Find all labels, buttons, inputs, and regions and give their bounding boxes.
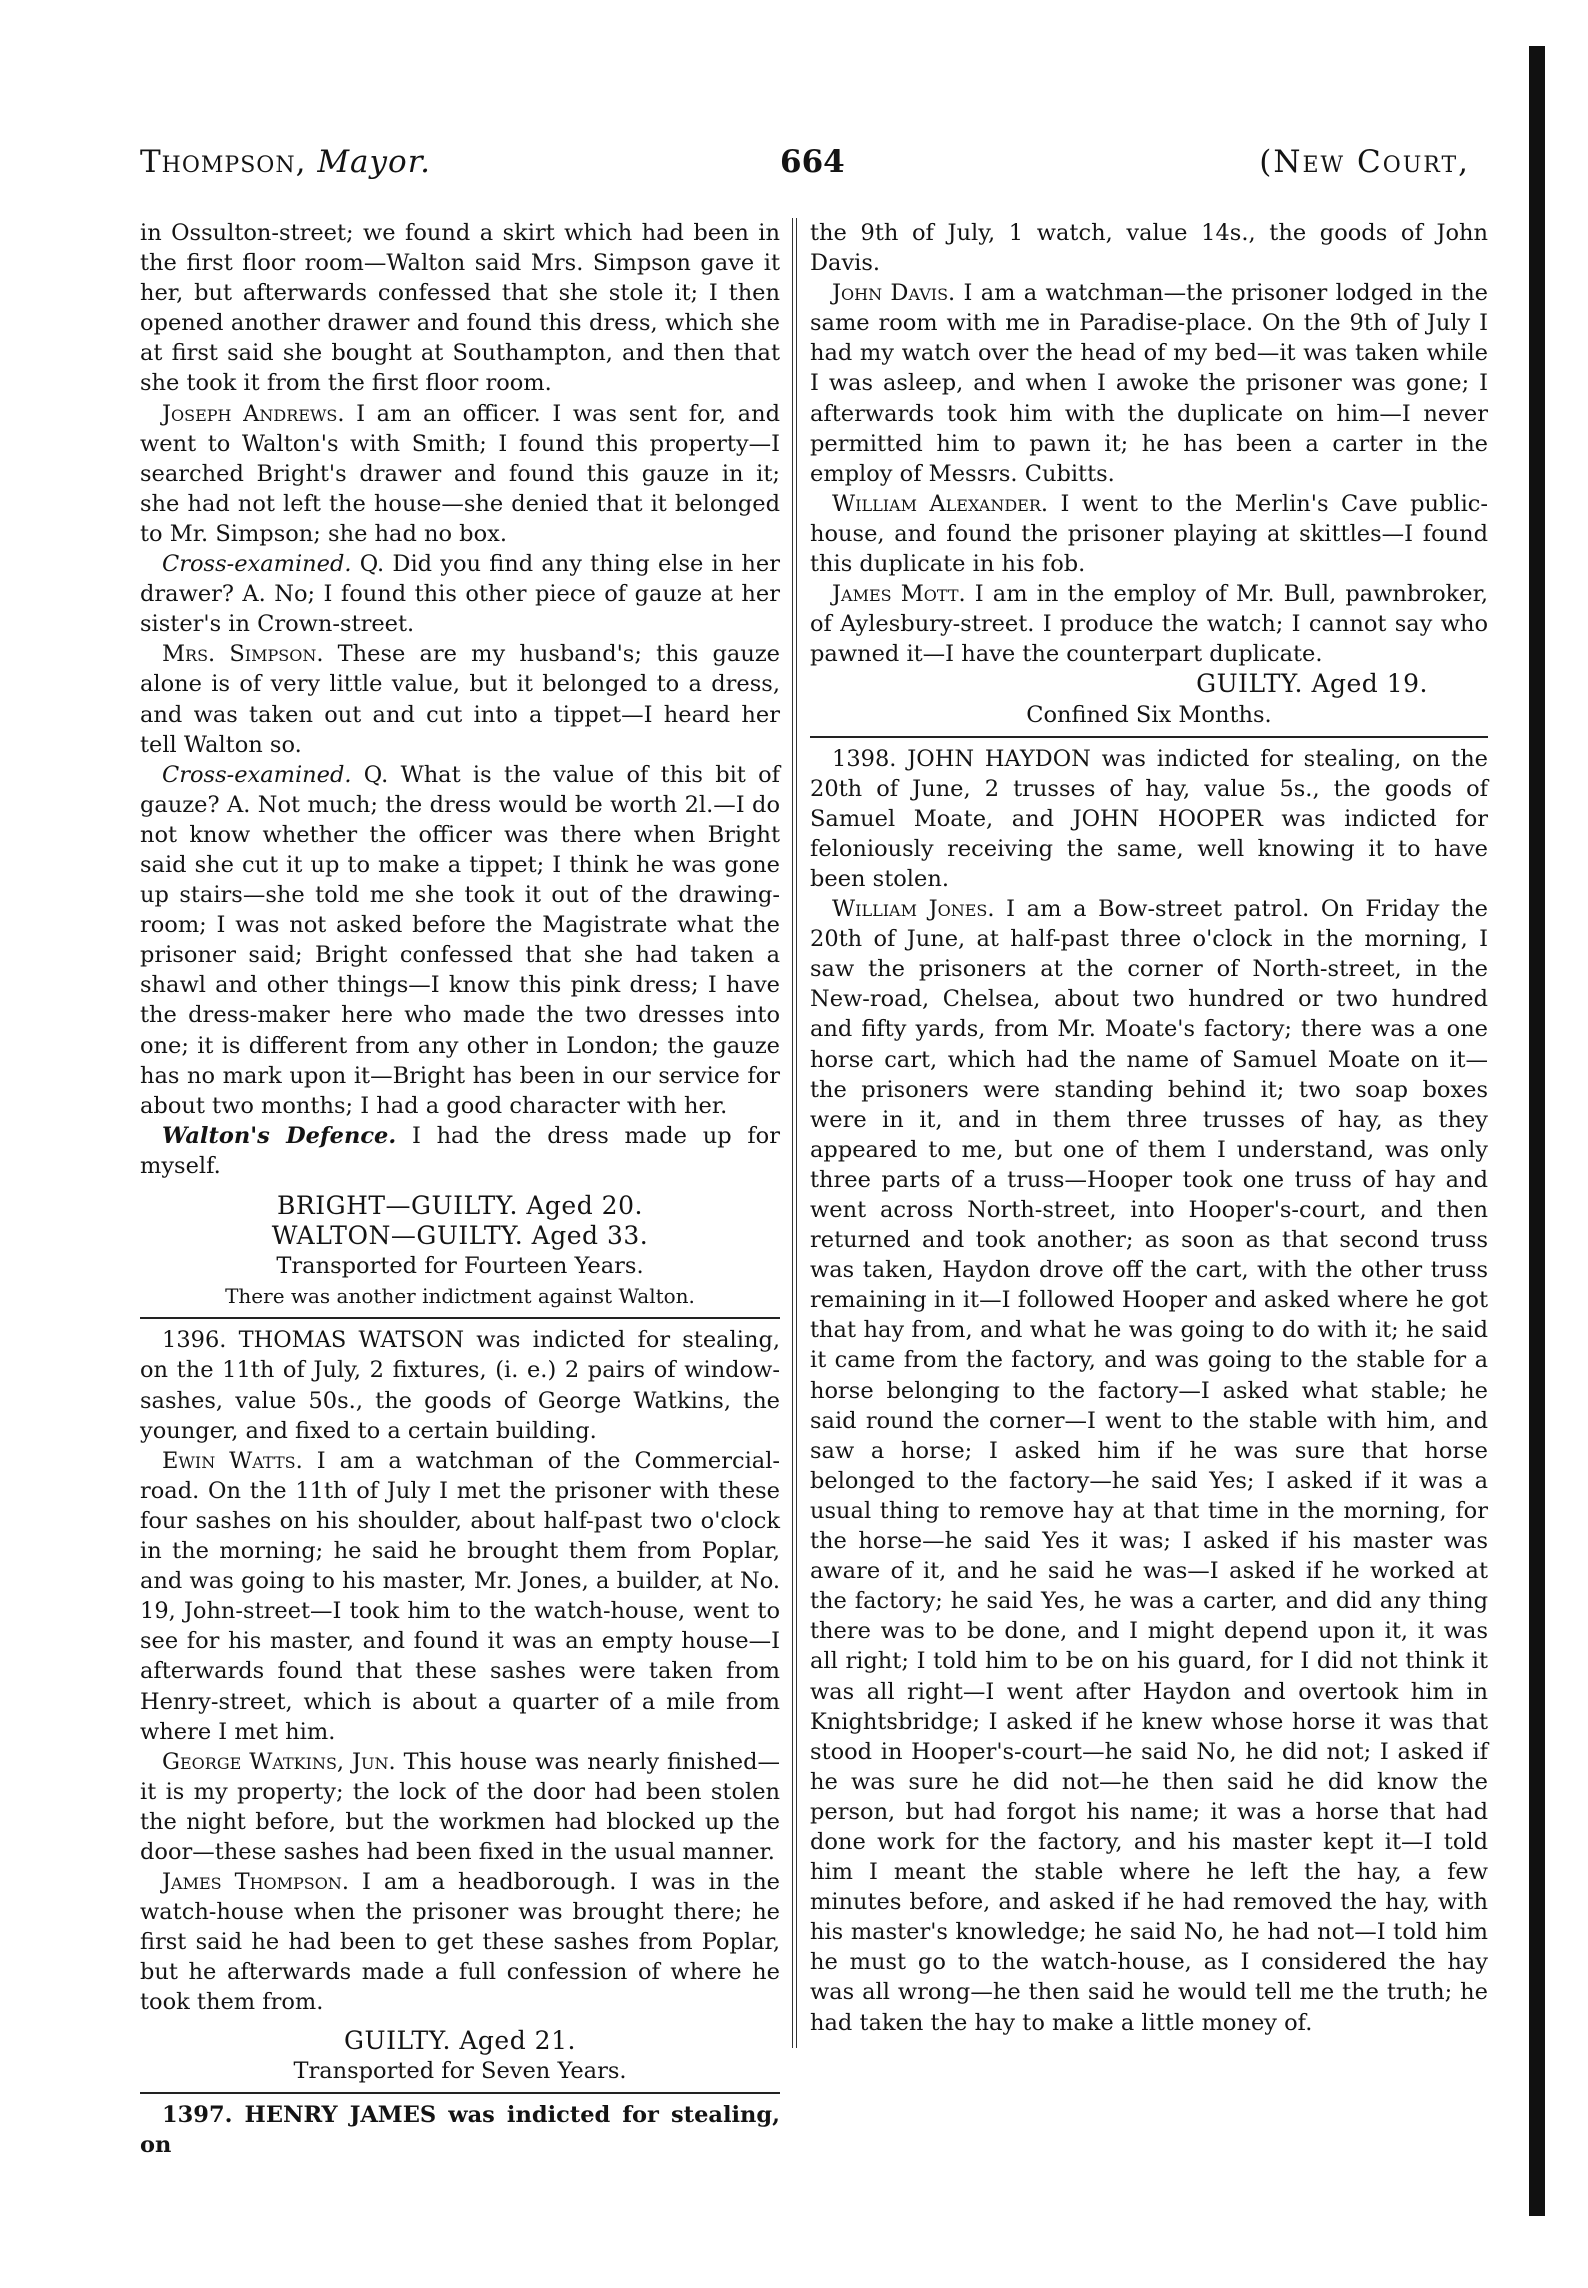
column-separator: [792, 218, 797, 2048]
paragraph: [140, 1747, 780, 1867]
section-label: Cross-examined.: [162, 551, 352, 578]
testimony: Q. What is the value of this bit of gauze? A. Not much; the dress would be worth 2l.—I do not know whether the officer was there when Bright said she cut it up to make a tippet; I think he was gone up stairs—she told me she took it out of the drawing-room; I was not asked before the Magistrate what the prisoner said; Bright confessed that she had taken a shawl and other things—I know this pink dress; I have the dress-maker here who made the two dresses into one; it is different from any other in London; the gauze has no mark upon it—Bright has been in our service for about two months; I had a good character with her.: [140, 761, 780, 1119]
witness-name: Mrs. Simpson.: [162, 641, 324, 668]
left-column: [140, 218, 780, 2160]
header-title: Mayor.: [317, 144, 431, 180]
header-name: Thompson,: [140, 144, 307, 180]
testimony: I am a Bow-street patrol. On Friday the 20th of June, at half-past three o'clock in the morning, I saw the prisoners at the corner of North-street, in the New-road, Chelsea, about two hundred or two hundred and fifty yards, from Mr. Moate's factory; there was a one horse cart, which had the name of Samuel Moate on it—the prisoners were standing behind it; two soap boxes were in it, and in them three trusses of hay, as they appeared to me, but one of them I understand, was only three parts of a truss—Hooper took one truss of hay and went across North-street, into Hooper's-court, and then returned and took another; as soon as that second truss was taken, Haydon drove off the cart, with the other truss remaining in it—I followed Hooper and asked where he got that hay from, and what he was going to do with it; he said it came from the factory, and was going to the stable for a horse belonging to the factory—I asked what stable; he said round the corner—I went to the stable with him, and saw a horse; I asked him if he was sure that horse belonged to the factory—he said Yes; I asked if it was a usual thing to remove hay at that time in the morning, for the horse—he said Yes it was; I asked if his master was aware of it, and he said he was—I asked if he worked at the factory; he said Yes, he was a carter, and did any thing there was to be done, and I might depend upon it, it was all right; I told him to be on his guard, for I did not think it was all right—I went after Haydon and overtook him in Knightsbridge; I asked if he knew whose horse it was that stood in Hooper's-court—he said No, he did not; I asked if he was sure he did not—he then said he did know the person, but had forgot his name; it was a horse that had done work for the factory, and his master kept it—I told him I meant the stable where he left the hay, a few minutes before, and asked if he had removed the hay, with his master's knowledge; he said No, he had not—I told him he must go to the watch-house, as I considered the hay was all wrong—he then said he would tell me the truth; he had taken the hay to make a little money of.: [810, 896, 1488, 2036]
paragraph: [140, 549, 780, 639]
right-column: [810, 218, 1488, 2038]
case-heading: 1398. JOHN HAYDON was indicted for stealing, on the 20th of June, 2 trusses of hay, value 5s., the goods of Samuel Moate, and JOHN HOOPER was indicted for feloniously receiving the same, well knowing it to have been stolen.: [810, 745, 1488, 892]
header-left: [140, 144, 431, 180]
paragraph: [140, 639, 780, 759]
witness-name: William Jones.: [832, 896, 995, 923]
paragraph: [140, 1121, 780, 1181]
running-header: [140, 144, 1470, 204]
paragraph: [810, 579, 1488, 669]
paragraph: [140, 760, 780, 1121]
sentence: Transported for Fourteen Years.: [276, 1253, 644, 1280]
section-rule: [140, 2092, 780, 2094]
paragraph: the 9th of July, 1 watch, value 14s., the goods of John Davis.: [810, 220, 1488, 277]
witness-name: William Alexander.: [832, 490, 1049, 517]
section-label: Walton's Defence.: [162, 1122, 397, 1149]
section-label: Cross-examined.: [162, 761, 352, 788]
verdict: GUILTY. Aged 21.: [344, 2025, 576, 2055]
section-rule: [810, 736, 1488, 738]
section-rule: [140, 1317, 780, 1319]
sentence: Transported for Seven Years.: [293, 2057, 627, 2084]
paragraph: [810, 278, 1488, 489]
testimony: I am an officer. I was sent for, and went to Walton's with Smith; I found this property—I searched Bright's drawer and found this gauze in it; she had not left the house—she denied that it belonged to Mr. Simpson; she had no box.: [140, 400, 780, 547]
page-edge-rule: [1529, 46, 1545, 2216]
paragraph: [810, 894, 1488, 2038]
paragraph: [140, 1446, 780, 1747]
witness-name: George Watkins, Jun.: [162, 1748, 396, 1775]
note: There was another indictment against Walton.: [225, 1284, 695, 1309]
witness-name: Joseph Andrews.: [162, 400, 345, 427]
witness-name: John Davis.: [832, 280, 956, 307]
testimony: I am a watchman—the prisoner lodged in the same room with me in Paradise-place. On the 9th of July I had my watch over the head of my bed—it was taken while I was asleep, and when I awoke the prisoner was gone; I afterwards took him with the duplicate on him—I never permitted him to pawn it; he has been a carter in the employ of Messrs. Cubitts.: [810, 280, 1488, 487]
page-number: 664: [780, 144, 845, 180]
testimony: I am a headborough. I was in the watch-house when the prisoner was brought there; he first said he had been to get these sashes from Poplar, but he afterwards made a full confession of where he took them from.: [140, 1869, 780, 2016]
case-heading: 1396. THOMAS WATSON was indicted for stealing, on the 11th of July, 2 fixtures, (i. e.) 2 pairs of window-sashes, value 50s., the goods of George Watkins, the younger, and fixed to a certain building.: [140, 1327, 780, 1444]
testimony: Q. Did you find any thing else in her drawer? A. No; I found this other piece of gauze at her sister's in Crown-street.: [140, 551, 780, 638]
witness-name: James Thompson.: [162, 1869, 350, 1896]
witness-name: James Mott.: [832, 581, 966, 608]
witness-name: Ewin Watts.: [162, 1447, 303, 1474]
testimony: I am a watchman of the Commercial-road. On the 11th of July I met the prisoner with these four sashes on his shoulder, about half-past two o'clock in the morning; he said he brought them from Poplar, and was going to his master, Mr. Jones, a builder, at No. 19, John-street—I took him to the watch-house, went to see for his master, and found it was an empty house—I afterwards found that these sashes were taken from Henry-street, which is about a quarter of a mile from where I met him.: [140, 1447, 781, 1745]
testimony: I had the dress made up for myself.: [140, 1122, 780, 1179]
verdict: WALTON—GUILTY. Aged 33.: [271, 1221, 649, 1251]
paragraph: [140, 399, 780, 549]
paragraph: [810, 489, 1488, 579]
sentence: Confined Six Months.: [1026, 701, 1272, 728]
verdict: GUILTY. Aged 19.: [1196, 669, 1428, 699]
header-right: (New Court,: [1259, 144, 1470, 180]
case-heading: 1397. HENRY JAMES was indicted for stealing, on: [140, 2101, 780, 2158]
paragraph: in Ossulton-street; we found a skirt which had been in the first floor room—Walton said Mrs. Simpson gave it her, but afterwards confessed that she stole it; I then opened another drawer and found this dress, which she at first said she bought at Southampton, and then that she took it from the first floor room.: [140, 220, 780, 397]
paragraph: [140, 1867, 780, 2017]
testimony: This house was nearly finished—it is my property; the lock of the door had been stolen the night before, but the workmen had blocked up the door—these sashes had been fixed in the usual manner.: [140, 1748, 781, 1865]
testimony: These are my husband's; this gauze alone is of very little value, but it belonged to a dress, and was taken out and cut into a tippet—I heard her tell Walton so.: [140, 641, 780, 758]
testimony: I went to the Merlin's Cave public-house, and found the prisoner playing at skittles—I found this duplicate in his fob.: [810, 490, 1488, 578]
testimony: I am in the employ of Mr. Bull, pawnbroker, of Aylesbury-street. I produce the watch; I cannot say who pawned it—I have the counterpart duplicate.: [810, 581, 1489, 668]
verdict: BRIGHT—GUILTY. Aged 20.: [277, 1191, 643, 1220]
